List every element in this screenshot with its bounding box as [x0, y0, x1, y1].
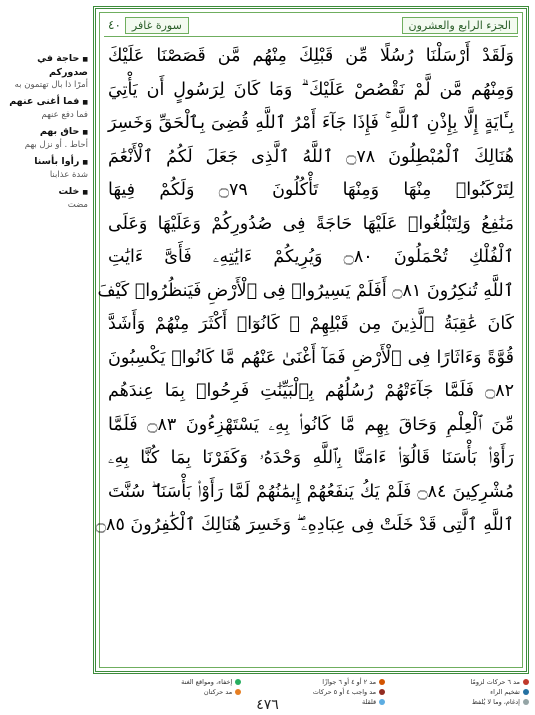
legend-label: مد ٢ أو ٤ أو ٦ جوازًا — [322, 678, 377, 686]
legend-color-dot — [523, 679, 529, 685]
legend-label: مد حركتان — [203, 688, 233, 696]
page-number: ٤٧٦ — [256, 697, 279, 713]
legend-label: إدغام، وما لا يُلفظ — [471, 698, 520, 706]
legend-color-dot — [235, 679, 241, 685]
text-line: كَانَ عَٰقِبَةُ ٱلَّذِينَ مِن قَبْلِهِمْ ۚ كَانُوٓا۟ أَكْثَرَ مِنْهُمْ وَأَشَدَّ — [108, 314, 514, 334]
legend-label: إخفاء، ومواقع الغنة — [181, 678, 233, 686]
text-line: مَنَٰفِعُ وَلِتَبْلُغُوا۟ عَلَيْهَا حَاجَةً فِى صُدُورِكُمْ وَعَلَيْهَا وَعَلَى — [108, 213, 514, 234]
header-verse-ref: ٤٠ — [108, 18, 121, 32]
text-line: ٱللَّهِ تُنكِرُونَ ۝٨١ أَفَلَمْ يَسِيرُوا۟ فِى ٱلْأَرْضِ فَيَنظُرُوا۟ كَيْفَ — [97, 280, 514, 301]
glossary-term: ■ رأوا بأسنا — [6, 155, 88, 169]
glossary-meaning: أمرًا ذا بال تهتمون به — [14, 80, 88, 90]
quran-text-body — [95, 40, 515, 650]
legend-color-dot — [379, 689, 385, 695]
text-line: لِتَرْكَبُوا۟ مِنْهَا وَمِنْهَا تَأْكُلُونَ ۝٧٩ وَلَكُمْ فِيهَا — [108, 180, 514, 200]
page-header — [104, 14, 518, 37]
legend-color-dot — [235, 689, 241, 695]
text-line: مُشْرِكِينَ ۝٨٤ فَلَمْ يَكُ يَنفَعُهُمْ إِيمَٰنُهُمْ لَمَّا رَأَوْا۟ بَأْسَنَا ۖ سُنَّتَ — [108, 481, 514, 502]
legend-label: قلقلة — [361, 698, 377, 706]
glossary-term: ■ حاق بهم — [6, 125, 88, 139]
glossary-sidebar — [6, 52, 88, 215]
header-left-group — [104, 17, 189, 34]
glossary-entry — [6, 52, 88, 91]
glossary-entry — [6, 185, 88, 211]
legend-color-dot — [523, 689, 529, 695]
text-line: بِـَٔايَةٍ إِلَّا بِإِذْنِ ٱللَّهِ ۚ فَإِذَا جَآءَ أَمْرُ ٱللَّهِ قُضِىَ بِٱلْحَقِّ وَخَسِرَ — [108, 113, 514, 133]
surah-label: سورة غافر — [125, 17, 189, 34]
text-line: رَأَوْا۟ بَأْسَنَا قَالُوٓا۟ ءَامَنَّا بِٱللَّهِ وَحْدَهُۥ وَكَفَرْنَا بِمَا كُنَّا بِهِۦ — [108, 448, 514, 468]
glossary-entry — [6, 155, 88, 181]
text-line: مِّنَ ٱلْعِلْمِ وَحَاقَ بِهِم مَّا كَانُوا۟ بِهِۦ يَسْتَهْزِءُونَ ۝٨٣ فَلَمَّا — [108, 414, 515, 435]
text-line: ٱلْفُلْكِ تُحْمَلُونَ ۝٨٠ وَيُرِيكُمْ ءَايَٰتِهِۦ فَأَىَّ ءَايَٰتِ — [108, 247, 515, 267]
glossary-entry — [6, 125, 88, 151]
legend-item — [385, 687, 529, 697]
text-line: ٱللَّهِ ٱلَّتِى قَدْ خَلَتْ فِى عِبَادِهِۦ ۖ وَخَسِرَ هُنَالِكَ ٱلْكَٰفِرُونَ ۝٨٥ — [95, 515, 514, 535]
glossary-term: ■ حاجة في صدوركم — [6, 52, 88, 79]
legend-label: تفخيم الراء — [490, 688, 520, 696]
text-line: هُنَالِكَ ٱلْمُبْطِلُونَ ۝٧٨ ٱللَّهُ ٱلَّذِى جَعَلَ لَكُمُ ٱلْأَنْعَٰمَ — [108, 146, 514, 167]
glossary-meaning: أحاط . أو نزل بهم — [24, 140, 88, 150]
legend-item — [241, 687, 385, 697]
glossary-meaning: شدة عذابنا — [49, 170, 88, 180]
legend-label: مد واجب ٤ أو ٥ حركات — [312, 688, 377, 696]
legend-item — [97, 687, 241, 697]
legend-item — [241, 677, 385, 687]
glossary-term: ■ خلت — [6, 185, 88, 199]
legend-color-dot — [379, 679, 385, 685]
glossary-term: ■ فما أغنى عنهم — [6, 95, 88, 109]
text-line: ۝٨٢ فَلَمَّا جَآءَتْهُمْ رُسُلُهُم بِٱلْبَيِّنَٰتِ فَرِحُوا۟ بِمَا عِندَهُم — [108, 381, 514, 401]
text-line: وَلَقَدْ أَرْسَلْنَا رُسُلًا مِّن قَبْلِكَ مِنْهُم مَّن قَصَصْنَا عَلَيْكَ — [108, 46, 514, 66]
glossary-meaning: مضت — [67, 200, 88, 210]
glossary-meaning: فما دفع عنهم — [41, 110, 88, 120]
juz-label: الجزء الرابع والعشرون — [402, 17, 519, 34]
legend-item — [97, 677, 241, 687]
legend-label: مد ٦ حركات لزومًا — [470, 678, 520, 686]
legend-item — [385, 677, 529, 687]
text-line: وَمِنْهُم مَّن لَّمْ نَقْصُصْ عَلَيْكَ ۗ وَمَا كَانَ لِرَسُولٍ أَن يَأْتِيَ — [108, 79, 514, 100]
glossary-entry — [6, 95, 88, 121]
text-line: قُوَّةً وَءَاثَارًا فِى ٱلْأَرْضِ فَمَآ أَغْنَىٰ عَنْهُم مَّا كَانُوا۟ يَكْسِبُونَ — [108, 347, 514, 368]
